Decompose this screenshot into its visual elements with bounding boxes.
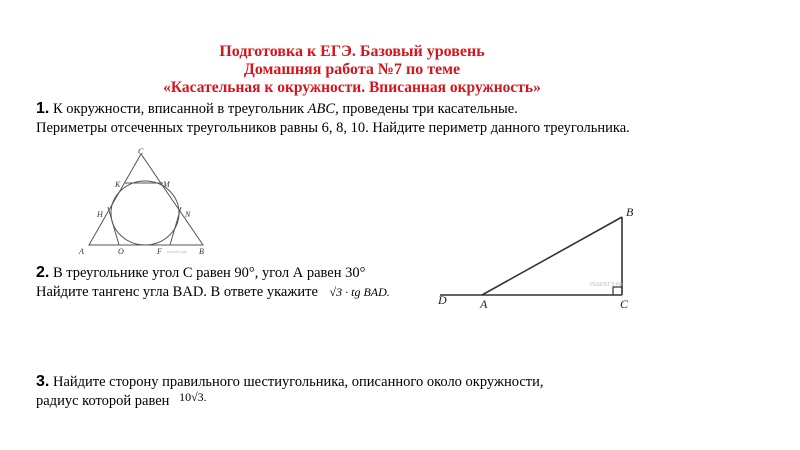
problem-3-number: 3. bbox=[36, 373, 50, 390]
svg-text:D: D bbox=[438, 293, 447, 307]
problem-1-line-2: Периметры отсеченных треугольников равны 6, 8, 10. Найдите периметр данного треугольника. bbox=[36, 120, 630, 136]
problem-2-line-2: Найдите тангенс угла BAD. В ответе укажите √3 · tg BAD. bbox=[36, 284, 390, 300]
problem-1-line-1: 1. К окружности, вписанной в треугольник ABC, проведены три касательные. bbox=[36, 100, 518, 117]
svg-text:N: N bbox=[185, 210, 191, 219]
svg-text:C: C bbox=[620, 297, 629, 311]
svg-text:F: F bbox=[157, 247, 162, 256]
problem-3-line-1: 3. Найдите сторону правильного шестиугольника, описанного около окружности, bbox=[36, 373, 544, 390]
svg-text:H: H bbox=[97, 210, 103, 219]
problem-2-line-1: 2. В треугольнике угол С равен 90°, угол А равен 30° bbox=[36, 264, 366, 281]
svg-text:O: O bbox=[118, 247, 124, 256]
svg-text:B: B bbox=[199, 247, 204, 256]
svg-text:A: A bbox=[480, 297, 488, 311]
svg-text:K: K bbox=[115, 180, 121, 189]
watermark: решуегэ.рф bbox=[167, 249, 187, 254]
doc-title-line1: Подготовка к ЕГЭ. Базовый уровень bbox=[219, 43, 485, 60]
watermark: РЕШУЕГЭ.РФ bbox=[590, 282, 623, 288]
formula-sqrt3-tg-bad: √3 · tg BAD. bbox=[329, 285, 390, 299]
doc-title-line2: Домашняя работа №7 по теме bbox=[243, 61, 461, 78]
problem-3-line-2: радиус которой равен $^{10√3.}$ bbox=[36, 390, 207, 409]
svg-text:C: C bbox=[138, 147, 144, 156]
svg-text:B: B bbox=[626, 205, 634, 219]
svg-text:M: M bbox=[163, 180, 170, 189]
doc-title-line3: «Касательная к окружности. Вписанная окружность» bbox=[163, 79, 541, 96]
problem-2-figure bbox=[430, 200, 660, 320]
formula-10-sqrt3: 10√3. bbox=[179, 390, 207, 404]
problem-1-figure bbox=[75, 145, 215, 260]
problem-2-number: 2. bbox=[36, 264, 50, 281]
svg-text:A: A bbox=[79, 247, 84, 256]
problem-1-number: 1. bbox=[36, 100, 50, 117]
